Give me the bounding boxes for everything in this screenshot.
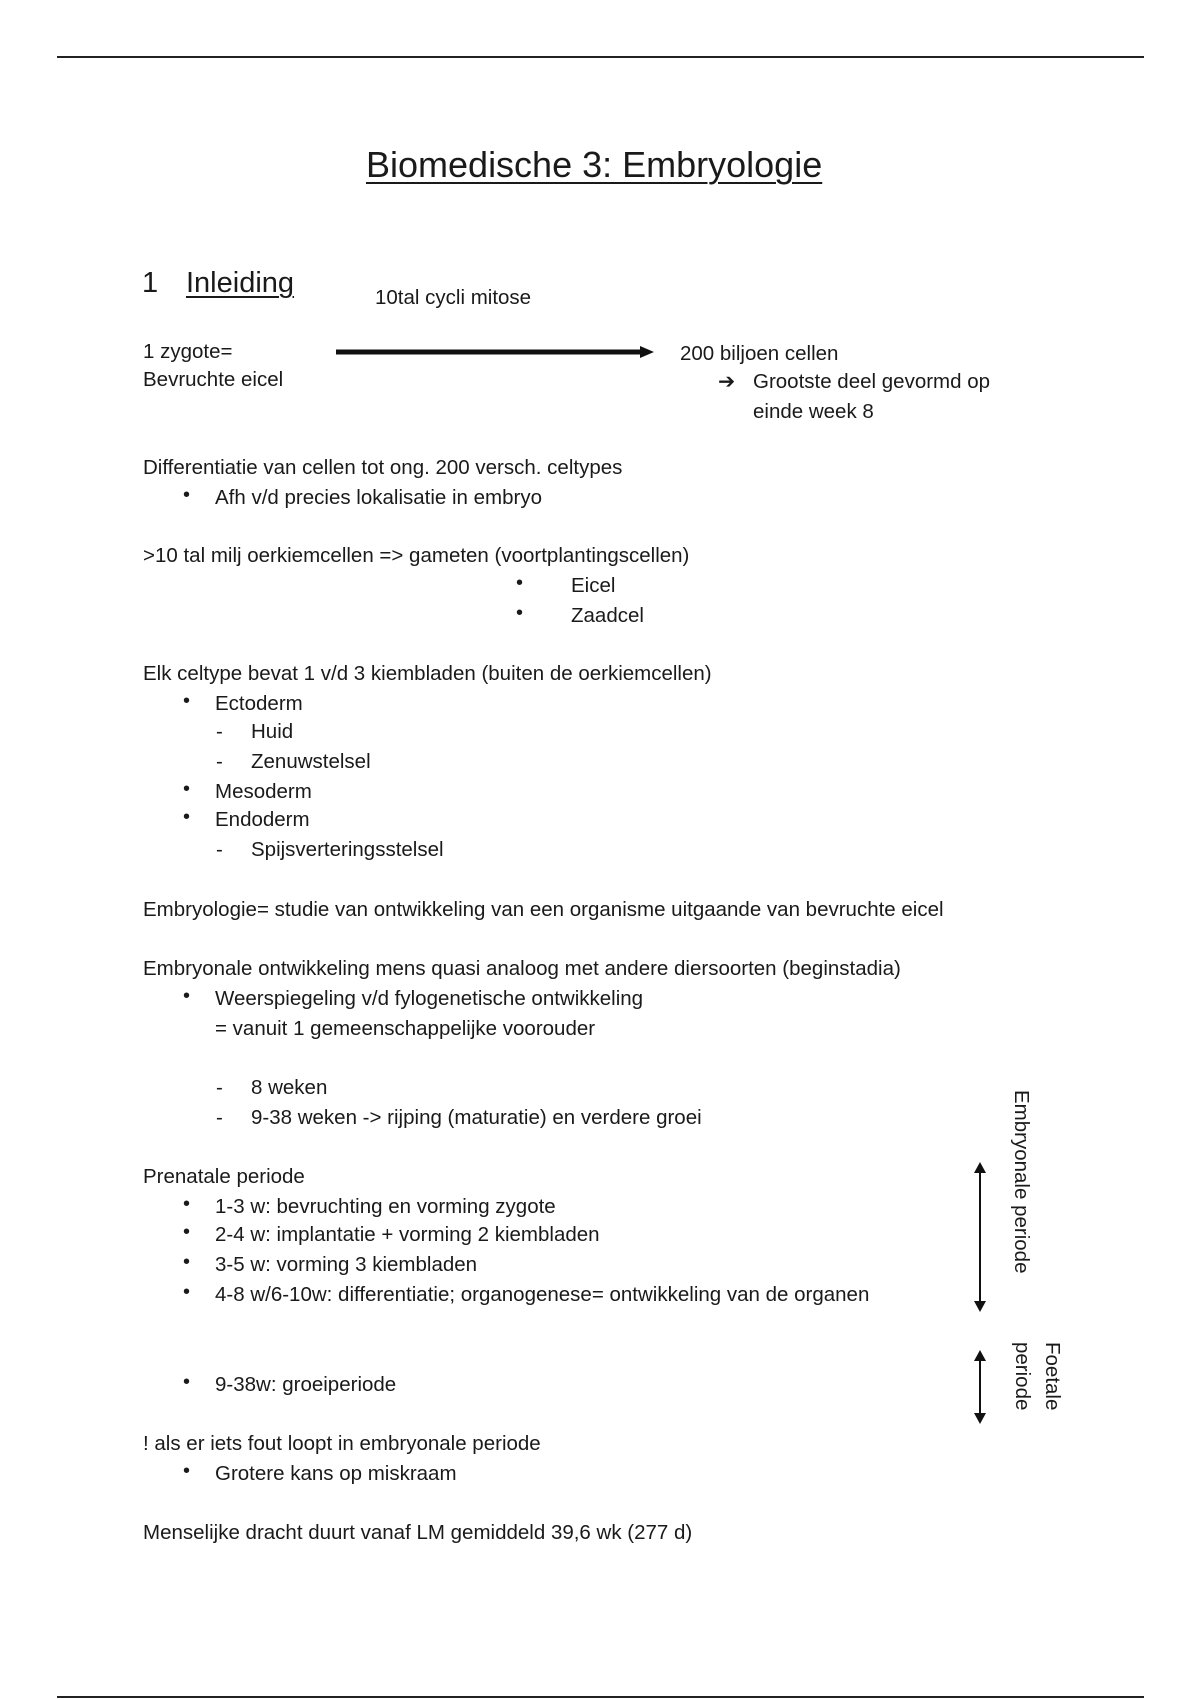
development-dash-item: 8 weken	[251, 1076, 328, 1099]
pregnancy-duration: Menselijke dracht duurt vanaf LM gemiddeld 39,6 wk (277 d)	[143, 1521, 693, 1544]
dash-icon: -	[216, 720, 223, 743]
embryonal-period-label: Embryonale periode	[1010, 1090, 1033, 1274]
foetal-period-arrow	[972, 1350, 988, 1424]
endoderm-item: Endoderm	[215, 808, 310, 831]
bullet-icon: •	[183, 806, 191, 828]
development-bullet: Weerspiegeling v/d fylogenetische ontwikkeling	[215, 987, 644, 1010]
mitosis-arrow	[336, 346, 656, 358]
endoderm-subitem: Spijsverteringsstelsel	[251, 838, 444, 861]
embryology-definition: Embryologie= studie van ontwikkeling van een organisme uitgaande van bevruchte eicel	[143, 898, 944, 921]
zygote-definition: Bevruchte eicel	[143, 368, 284, 391]
section-number: 1	[142, 267, 159, 299]
differentiation-bullet: Afh v/d precies lokalisatie in embryo	[215, 486, 543, 509]
section-heading: Inleiding	[186, 267, 295, 299]
development-dash-item: 9-38 weken -> rijping (maturatie) en verdere groei	[251, 1106, 702, 1129]
bullet-icon: •	[183, 778, 191, 800]
bullet-icon: •	[516, 602, 524, 624]
gamete-item: Eicel	[571, 574, 616, 597]
dash-icon: -	[216, 750, 223, 773]
mesoderm-item: Mesoderm	[215, 780, 312, 803]
bottom-rule	[57, 1696, 1144, 1698]
cells-count: 200 biljoen cellen	[680, 342, 839, 365]
bullet-icon: •	[183, 1460, 191, 1482]
top-rule	[57, 56, 1144, 58]
dash-icon: -	[216, 838, 223, 861]
warning-text: ! als er iets fout loopt in embryonale periode	[143, 1432, 541, 1455]
ectoderm-subitem: Huid	[251, 720, 294, 743]
page-title: Biomedische 3: Embryologie	[366, 144, 823, 185]
bullet-icon: •	[183, 1193, 191, 1215]
bullet-icon: •	[516, 572, 524, 594]
development-bullet-cont: = vanuit 1 gemeenschappelijke voorouder	[215, 1017, 596, 1040]
bullet-icon: •	[183, 1281, 191, 1303]
bullet-icon: •	[183, 690, 191, 712]
cells-note-line1: Grootste deel gevormd op	[753, 370, 991, 393]
dash-icon: -	[216, 1076, 223, 1099]
germ-cells-text: >10 tal milj oerkiemcellen => gameten (voortplantingscellen)	[143, 544, 690, 567]
growth-period-item: 9-38w: groeiperiode	[215, 1373, 397, 1396]
gamete-item: Zaadcel	[571, 604, 644, 627]
germ-layers-text: Elk celtype bevat 1 v/d 3 kiembladen (buiten de oerkiemcellen)	[143, 662, 712, 685]
ectoderm-item: Ectoderm	[215, 692, 303, 715]
ectoderm-subitem: Zenuwstelsel	[251, 750, 371, 773]
foetal-period-label-line1: Foetale	[1041, 1342, 1064, 1411]
differentiation-text: Differentiatie van cellen tot ong. 200 versch. celtypes	[143, 456, 623, 479]
embryonal-period-arrow	[972, 1162, 988, 1312]
bullet-icon: •	[183, 1221, 191, 1243]
bullet-icon: •	[183, 484, 191, 506]
dash-icon: -	[216, 1106, 223, 1129]
prenatal-item: 1-3 w: bevruchting en vorming zygote	[215, 1195, 556, 1218]
zygote-label: 1 zygote=	[143, 340, 233, 363]
foetal-period-label-line2: periode	[1011, 1342, 1034, 1411]
cells-note-line2: einde week 8	[753, 400, 874, 423]
prenatal-heading: Prenatale periode	[143, 1165, 305, 1188]
arrow-glyph: ➔	[718, 370, 736, 393]
prenatal-item: 2-4 w: implantatie + vorming 2 kiembladen	[215, 1223, 600, 1246]
warning-bullet: Grotere kans op miskraam	[215, 1462, 457, 1485]
bullet-icon: •	[183, 1371, 191, 1393]
prenatal-item: 4-8 w/6-10w: differentiatie; organogenese= ontwikkeling van de organen	[215, 1283, 870, 1306]
prenatal-item: 3-5 w: vorming 3 kiembladen	[215, 1253, 478, 1276]
development-text: Embryonale ontwikkeling mens quasi analoog met andere diersoorten (beginstadia)	[143, 957, 901, 980]
mitosis-arrow-label: 10tal cycli mitose	[375, 286, 532, 309]
bullet-icon: •	[183, 1251, 191, 1273]
bullet-icon: •	[183, 985, 191, 1007]
